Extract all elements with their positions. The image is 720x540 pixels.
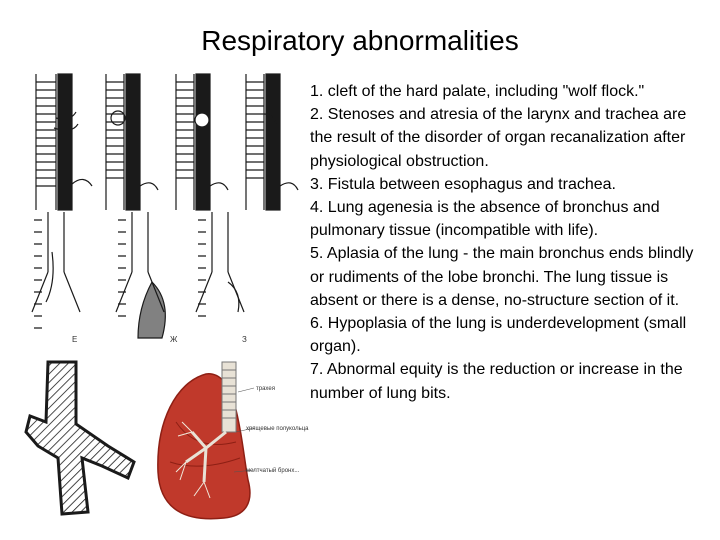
bronchus-diverticulum-illustration [18, 362, 142, 522]
panel-letter-z: З [242, 335, 247, 344]
lung-illustration [146, 362, 309, 524]
panel-letter-e: Е [72, 335, 78, 344]
panel-letter-zh: Ж [170, 335, 178, 344]
lung-label-cartilage: хрящевые полукольца [246, 426, 309, 432]
list-item-1: 1. cleft of the hard palate, including "wolf flock." [310, 83, 645, 100]
slide-title: Respiratory abnormalities [201, 25, 519, 56]
list-item-4: 4. Lung agenesia is the absence of bronchus and pulmonary tissue (incompatible with life). [310, 199, 660, 240]
list-item-5: 5. Aplasia of the lung - the main bronchus ends blindly or rudiments of the lobe bronchi. The lung tissue is absent or there is a dense, no-structure section of it. [310, 245, 694, 309]
lung-label-trachea: трахея [256, 386, 275, 392]
anomaly-list [310, 80, 710, 405]
list-item-2: 2. Stenoses and atresia of the larynx and trachea are the result of the disorder of organ recanalization after physiological obstruction. [310, 106, 687, 170]
list-item-3: 3. Fistula between esophagus and trachea. [310, 175, 616, 193]
trachea-anomaly-illustration [22, 74, 294, 210]
bronchus-anomaly-illustration [28, 212, 270, 348]
list-item-7: 7. Abnormal equity is the reduction or increase in the number of lung bits. [310, 361, 683, 402]
list-item-6: 6. Hypoplasia of the lung is underdevelopment (small organ). [310, 315, 687, 356]
lung-label-bronchus: мелтчатый бронх... [246, 468, 300, 474]
